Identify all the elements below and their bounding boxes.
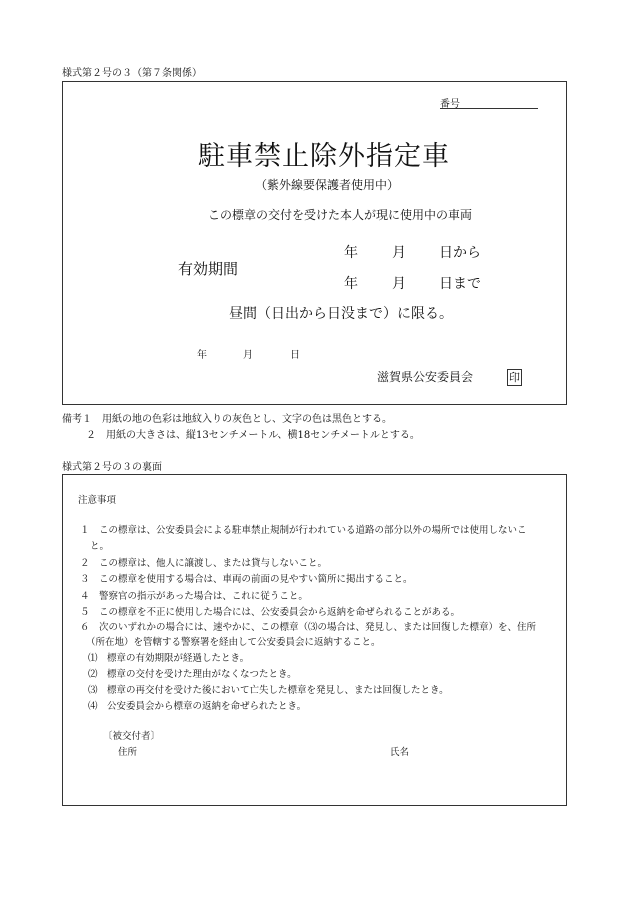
issue-month: 月 bbox=[243, 350, 253, 361]
validity-from-day: 日から bbox=[439, 245, 481, 261]
recipient-label: 〔被交付者〕 bbox=[103, 731, 161, 742]
form-subtitle: （紫外線要保護者使用中） bbox=[255, 178, 400, 192]
validity-to-month: 月 bbox=[392, 276, 406, 292]
notes-item: と。 bbox=[90, 541, 110, 552]
validity-from-month: 月 bbox=[392, 245, 406, 261]
notes-item: １ この標章は、公安委員会による駐車禁止規制が行われている道路の部分以外の場所では使用しないこ bbox=[80, 525, 527, 536]
notes-item: ２ この標章は、他人に譲渡し、または貸与しないこと。 bbox=[80, 558, 328, 569]
notes-sub-item: ⑶ 標章の再交付を受けた後において亡失した標章を発見し、または回復したとき。 bbox=[88, 685, 449, 696]
form-label: 様式第２号の３（第７条関係） bbox=[62, 68, 202, 79]
notes-item: （所在地）を管轄する警察署を経由して公安委員会に返納すること。 bbox=[86, 637, 381, 648]
issuer-name: 滋賀県公安委員会 bbox=[377, 370, 474, 384]
notes-sub-item: ⑴ 標章の有効期限が経過したとき。 bbox=[88, 653, 250, 664]
front-form-box bbox=[62, 81, 567, 405]
notes-sub-item: ⑵ 標章の交付を受けた理由がなくなつたとき。 bbox=[88, 669, 297, 680]
number-field-line bbox=[440, 108, 538, 109]
notes-item: ５ この標章を不正に使用した場合には、公安委員会から返納を命ぜられることがある。 bbox=[80, 607, 461, 618]
validity-to-year: 年 bbox=[344, 276, 358, 292]
remark-line-1: 備考１ 用紙の地の色彩は地紋入りの灰色とし、文字の色は黒色とする。 bbox=[62, 414, 392, 425]
notes-item: ６ 次のいずれかの場合には、速やかに、この標章（⑶の場合は、発見し、または回復した標章）を、住所 bbox=[80, 622, 537, 633]
notes-heading: 注意事項 bbox=[78, 495, 117, 506]
address-label: 住所 bbox=[118, 747, 138, 758]
seal-text: 印 bbox=[509, 371, 520, 384]
form-title: 駐車禁止除外指定車 bbox=[198, 141, 450, 172]
daytime-limit: 昼間（日出から日没まで）に限る。 bbox=[229, 306, 453, 322]
seal-mark bbox=[507, 366, 522, 386]
usage-text: この標章の交付を受けた本人が現に使用中の車両 bbox=[208, 208, 473, 222]
validity-to-day: 日まで bbox=[439, 276, 481, 292]
notes-item: ４ 警察官の指示があった場合は、これに従うこと。 bbox=[80, 591, 308, 602]
remark-line-2: ２ 用紙の大きさは、縦13センチメートル、横18センチメートルとする。 bbox=[86, 430, 420, 441]
number-label: 番号 bbox=[440, 99, 460, 110]
name-label: 氏名 bbox=[390, 747, 410, 758]
notes-item: ３ この標章を使用する場合は、車両の前面の見やすい箇所に掲出すること。 bbox=[80, 574, 413, 585]
notes-sub-item: ⑷ 公安委員会から標章の返納を命ぜられたとき。 bbox=[88, 701, 307, 712]
issue-year: 年 bbox=[197, 350, 207, 361]
validity-label: 有効期間 bbox=[178, 260, 239, 278]
back-label: 様式第２号の３の裏面 bbox=[62, 462, 162, 473]
validity-from-year: 年 bbox=[344, 245, 358, 261]
issue-day: 日 bbox=[290, 350, 300, 361]
